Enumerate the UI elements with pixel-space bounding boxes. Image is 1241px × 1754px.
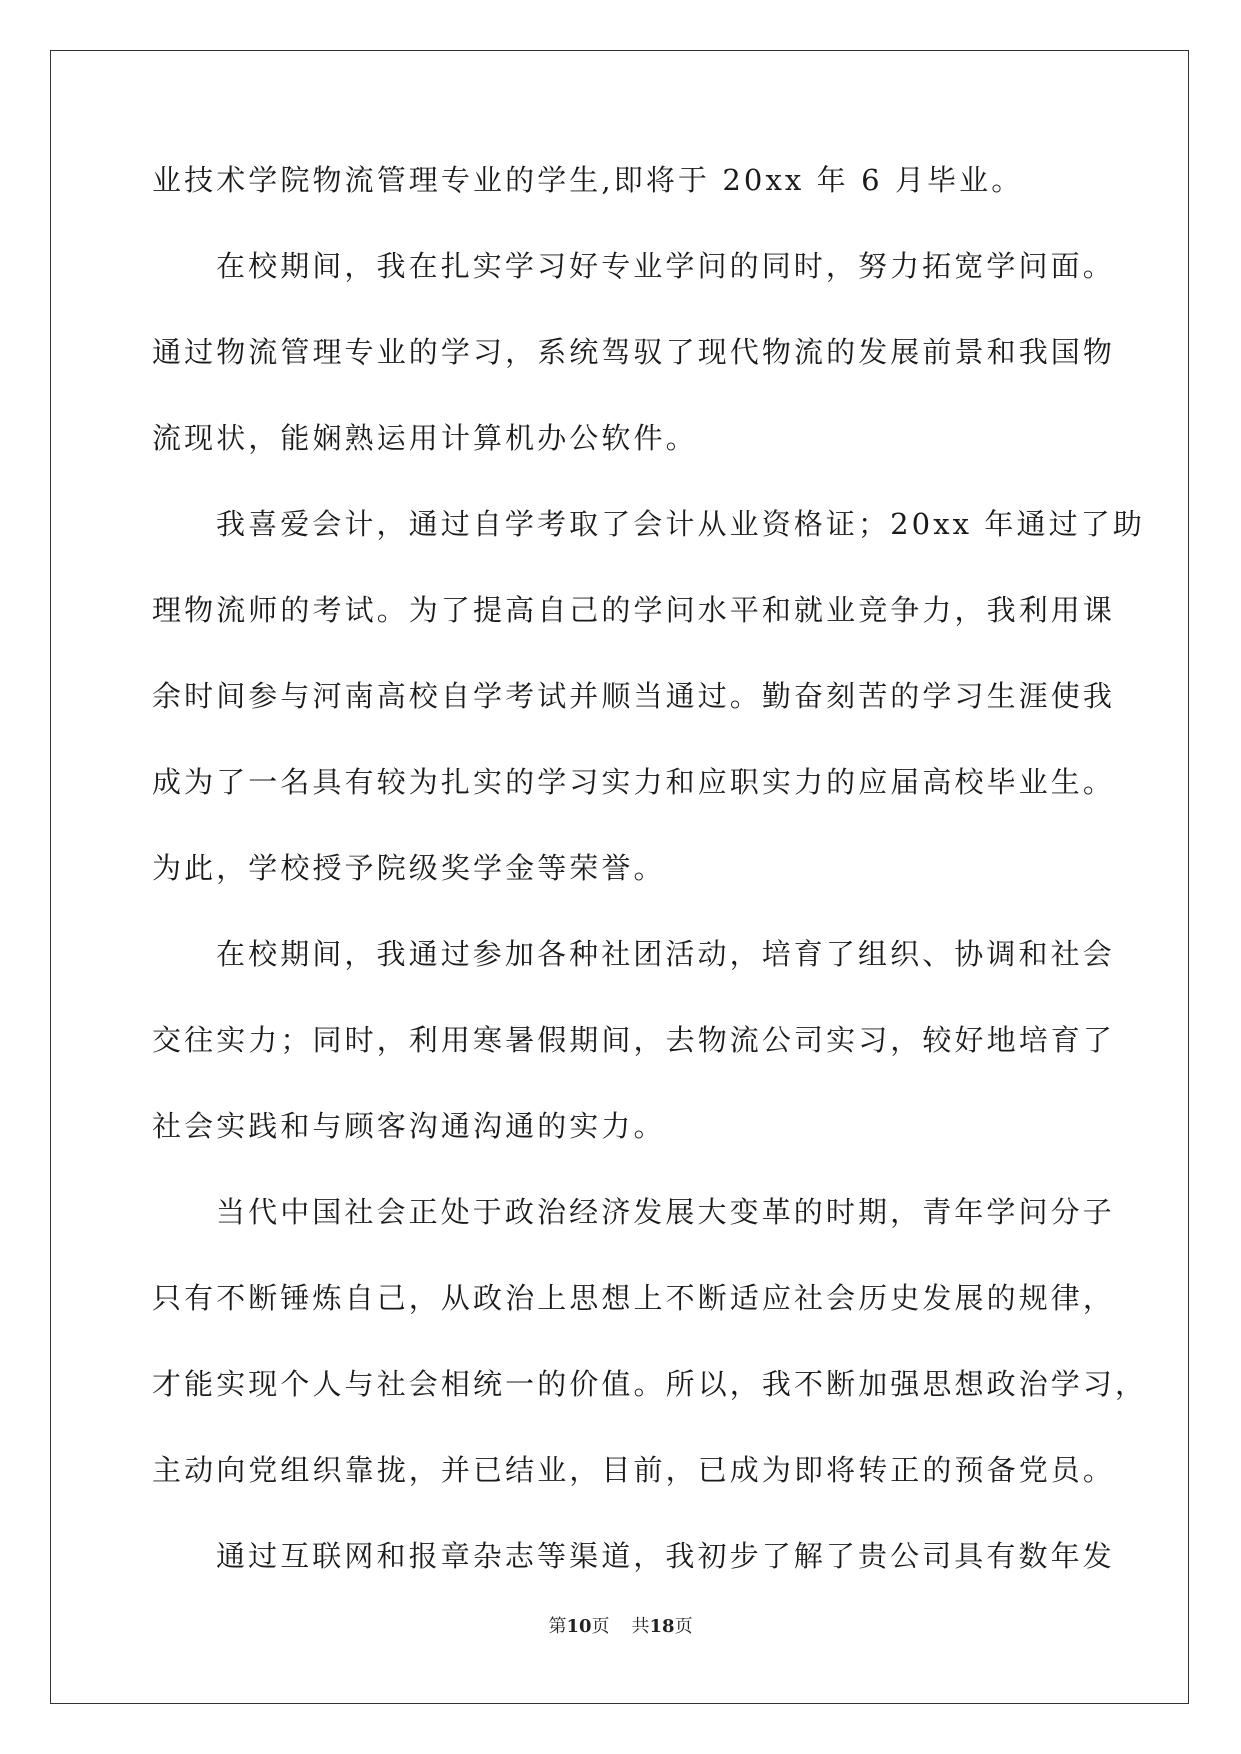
paragraph-start-line: 通过互联网和报章杂志等渠道，我初步了解了贵公司具有数年发 <box>216 1539 1115 1573</box>
text-line: 交往实力；同时，利用寒暑假期间，去物流公司实习，较好地培育了 <box>152 1023 1116 1057</box>
page-footer <box>0 1612 1241 1638</box>
paragraph-start-line: 当代中国社会正处于政治经济发展大变革的时期，青年学问分子 <box>216 1195 1115 1229</box>
text-line: 理物流师的考试。为了提高自己的学问水平和就业竞争力，我利用课 <box>152 593 1116 627</box>
total-suffix: 页 <box>674 1616 693 1637</box>
paragraph-start-line: 在校期间，我通过参加各种社团活动，培育了组织、协调和社会 <box>216 937 1115 971</box>
text-line: 流现状，能娴熟运用计算机办公软件。 <box>152 421 698 455</box>
paragraph-start-line: 在校期间，我在扎实学习好专业学问的同时，努力拓宽学问面。 <box>216 249 1115 283</box>
text-line: 社会实践和与顾客沟通沟通的实力。 <box>152 1109 666 1143</box>
total-prefix: 共 <box>631 1616 650 1637</box>
text-line: 成为了一名具有较为扎实的学习实力和应职实力的应届高校毕业生。 <box>152 765 1116 799</box>
text-line: 只有不断锤炼自己，从政治上思想上不断适应社会历史发展的规律， <box>152 1281 1116 1315</box>
page-prefix: 第 <box>548 1616 567 1637</box>
text-line: 余时间参与河南高校自学考试并顺当通过。勤奋刻苦的学习生涯使我 <box>152 679 1116 713</box>
page-suffix: 页 <box>591 1616 610 1637</box>
paragraph-start-line: 我喜爱会计，通过自学考取了会计从业资格证；20xx 年通过了助 <box>216 507 1145 541</box>
total-page-number: 18 <box>649 1616 675 1637</box>
text-line: 才能实现个人与社会相统一的价值。所以，我不断加强思想政治学习， <box>152 1367 1148 1401</box>
current-page-number: 10 <box>566 1616 592 1637</box>
text-line: 主动向党组织靠拢，并已结业，目前，已成为即将转正的预备党员。 <box>152 1453 1116 1487</box>
text-line: 通过物流管理专业的学习，系统驾驭了现代物流的发展前景和我国物 <box>152 335 1116 369</box>
text-line: 业技术学院物流管理专业的学生,即将于 20xx 年 6 月毕业。 <box>152 163 1024 197</box>
text-line: 为此，学校授予院级奖学金等荣誉。 <box>152 851 666 885</box>
